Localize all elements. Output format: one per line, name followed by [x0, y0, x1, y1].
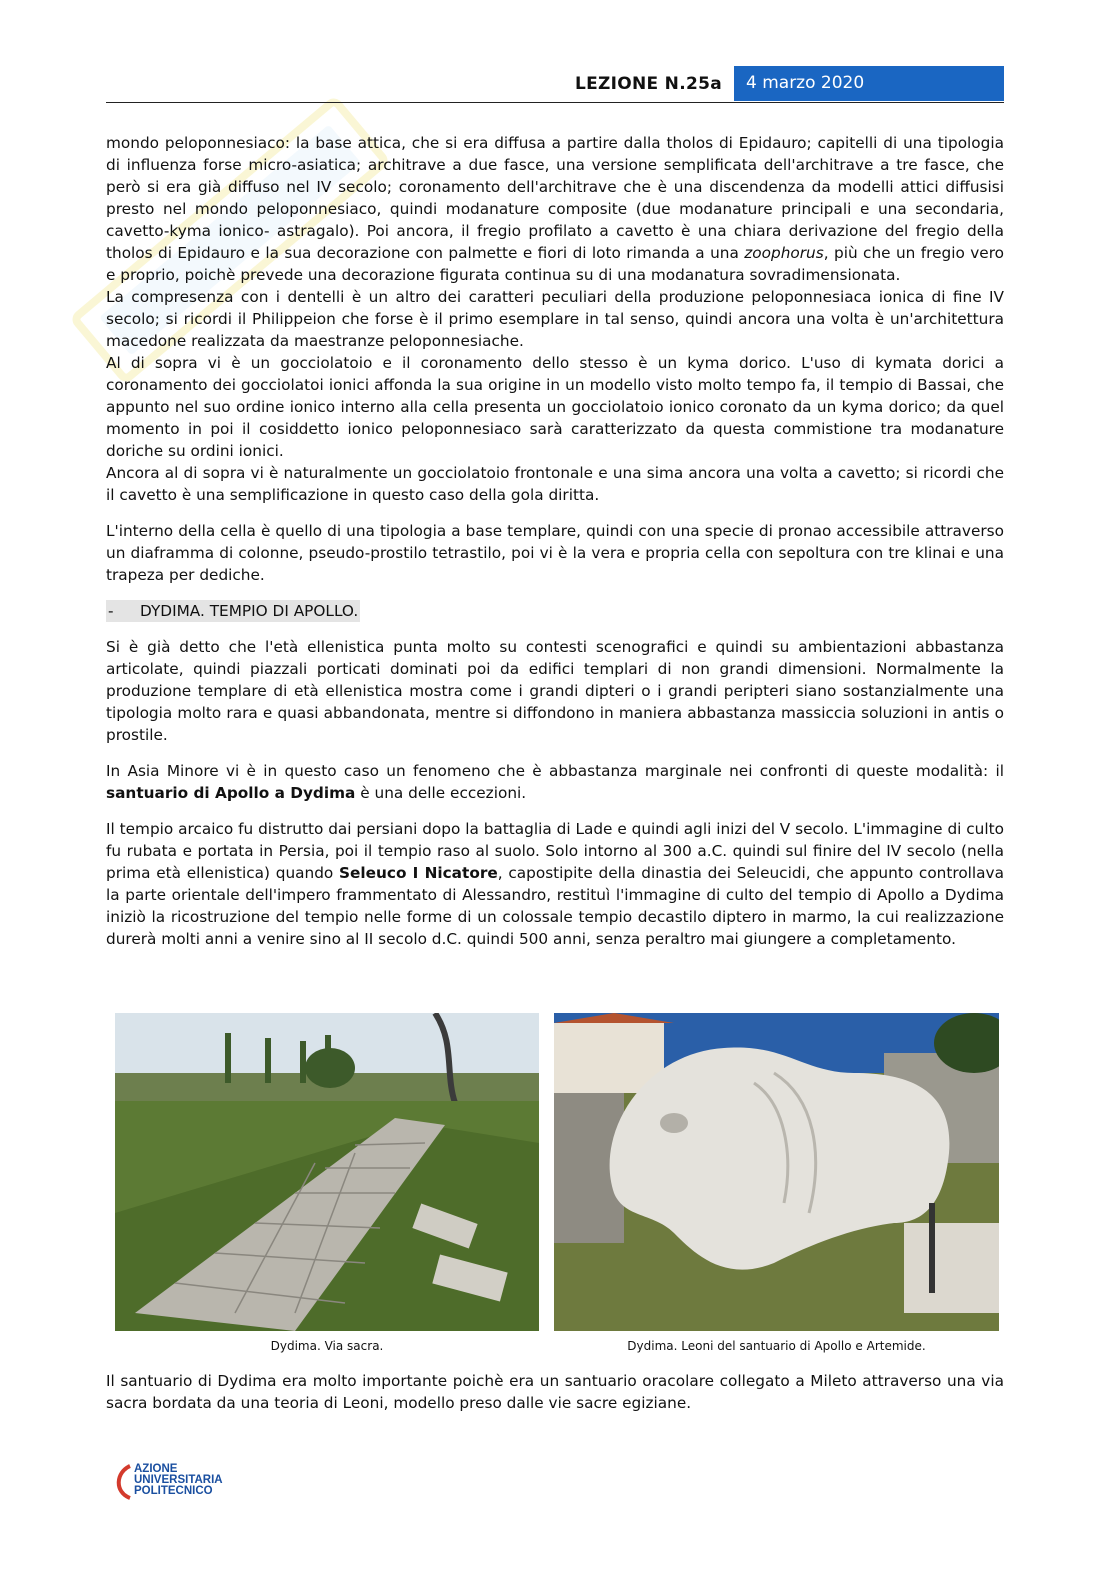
- paragraph: L'interno della cella è quello di una tipologia a base templare, quindi con una specie di pronao accessibile attraverso un diaframma di colonne, pseudo-prostilo tetrastilo, poi vi è la vera e propria cella con sepoltura con tre klinai e una trapeza per dediche.: [106, 522, 1004, 584]
- paragraph: Al di sopra vi è un gocciolatoio e il coronamento dello stesso è un kyma dorico. L'uso di kymata dorici a coronamento dei gocciolatoi ionici affonda la sua origine in un modello visto molto tempo fa, il tempio di Bassai, che appunto nel suo ordine ionico interno alla cella presenta un gocciolatoio ionico coronato da un kyma dorico; da quel momento in poi il cosiddetto ionico peloponnesiaco sarà caratterizzato da questa commistione tra modanature doriche su ordini ionici.: [106, 354, 1004, 460]
- main-text: [106, 132, 1004, 950]
- paragraph: In Asia Minore vi è in questo caso un fenomeno che è abbastanza marginale nei confronti di queste modalità: il santuario di Apollo a Dydima è una delle eccezioni.: [106, 762, 1004, 802]
- figure-via-sacra: [115, 1013, 539, 1353]
- paragraph: La compresenza con i dentelli è un altro dei caratteri peculiari della produzione peloponnesiaca ionica di fine IV secolo; si ricordi il Philippeion che forse è il primo esemplare in tal senso, quindi ancora una volta è un'architettura macedone realizzata da maestranze peloponnesiache.: [106, 288, 1004, 350]
- paragraph: Il santuario di Dydima era molto importante poichè era un santuario oracolare collegato a Mileto attraverso una via sacra bordata da una teoria di Leoni, modello preso dalle vie sacre egiziane.: [106, 1372, 1004, 1412]
- figure-caption: Dydima. Via sacra.: [270, 1339, 384, 1353]
- logo-line: UNIVERSITARIA: [134, 1474, 223, 1486]
- figures: [115, 1013, 999, 1353]
- paragraph: Ancora al di sopra vi è naturalmente un gocciolatoio frontonale e una sima ancora una volta a cavetto; si ricordi che il cavetto è una semplificazione in questo caso della gola diritta.: [106, 464, 1004, 504]
- footer-logo: [112, 1464, 252, 1504]
- closing-text: [106, 1370, 1004, 1414]
- via-sacra-photo: [115, 1013, 539, 1331]
- paragraph: Il tempio arcaico fu distrutto dai persiani dopo la battaglia di Lade e quindi agli inizi del V secolo. L'immagine di culto fu rubata e portata in Persia, poi il tempio raso al suolo. Solo intorno al 300 a.C. quindi sul finire del IV secolo (nella prima età ellenistica) quando Seleuco I Nicatore, capostipite della dinastia dei Seleucidi, che appunto controllava la parte orientale dell'impero frammentato di Alessandro, restituì l'immagine di culto del tempio di Apollo a Dydima iniziò la ricostruzione del tempio nelle forme di un colossale tempio decastilo diptero in marmo, la cui realizzazione durerà molti anni a venire sino al II secolo d.C. quindi 500 anni, senza peraltro mai giungere a completamento.: [106, 820, 1004, 948]
- lion-statue-photo: [554, 1013, 999, 1331]
- logo-line: POLITECNICO: [134, 1485, 213, 1497]
- lesson-number: LEZIONE N.25a: [574, 74, 722, 94]
- figure-caption: Dydima. Leoni del santuario di Apollo e Artemide.: [627, 1339, 926, 1353]
- paragraph: Si è già detto che l'età ellenistica punta molto su contesti scenografici e quindi su ambientazioni abbastanza articolate, quindi piazzali porticati dominati poi da edifici templari di non grandi dimensioni. Normalmente la produzione templare di età ellenistica mostra come i grandi dipteri o i grandi peripteri siano sostanzialmente una tipologia molto rara e quasi abbandonata, mentre si diffondono in maniera abbastanza massiccia soluzioni in antis o prostile.: [106, 638, 1004, 744]
- logo-arc-icon: [112, 1464, 134, 1500]
- page-header: [106, 66, 1004, 103]
- logo-line: AZIONE: [134, 1463, 178, 1475]
- section-heading: - DYDIMA. TEMPIO DI APOLLO.: [108, 602, 359, 620]
- figure-leoni: [554, 1013, 999, 1353]
- lesson-date: 4 marzo 2020: [734, 66, 1004, 101]
- paragraph: mondo peloponnesiaco: la base attica, che si era diffusa a partire dalla tholos di Epidauro; capitelli di una tipologia di influenza forse micro-asiatica; architrave a due fasce, una versione semplificata dell'architrave a tre fasce, che però si era già diffuso nel IV secolo; coronamento dell'architrave che è una discendenza da modelli attici diffusisi presto nel mondo peloponnesiaco, quindi modanature composite (due modanature principali e una secondaria, cavetto-kyma ionico- astragalo). Poi ancora, il fregio profilato a cavetto è una chiara derivazione del fregio della tholos di Epidauro e la sua decorazione con palmette e fiori di loto rimanda a una zoophorus, più che un fregio vero e proprio, poichè prevede una decorazione figurata continua su di una modanatura sovradimensionata.: [106, 134, 1004, 284]
